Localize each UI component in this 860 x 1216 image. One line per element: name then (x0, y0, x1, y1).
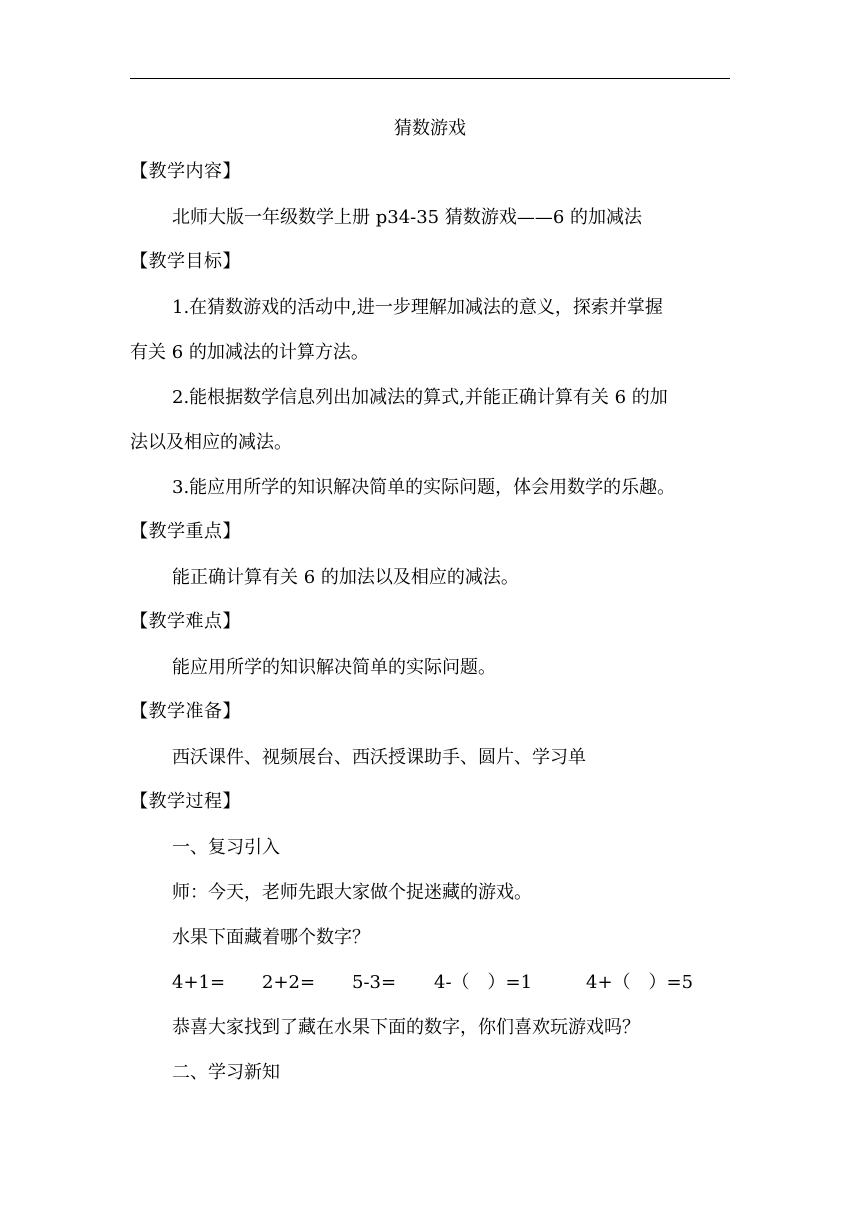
section-heading-content: 【教学内容】 (130, 161, 241, 182)
expression-5: 4+（ ）=5 (586, 972, 694, 993)
expression-1: 4+1= (172, 972, 226, 993)
goal-3: 3.能应用所学的知识解决简单的实际问题，体会用数学的乐趣。 (172, 477, 676, 498)
section-heading-key-points: 【教学重点】 (130, 521, 241, 542)
expression-2: 2+2= (262, 972, 316, 993)
congrats-line: 恭喜大家找到了藏在水果下面的数字，你们喜欢玩游戏吗？ (172, 1017, 640, 1038)
section-heading-process: 【教学过程】 (130, 791, 241, 812)
step-1-heading: 一、复习引入 (172, 837, 280, 858)
section-heading-preparation: 【教学准备】 (130, 701, 241, 722)
expression-4: 4-（ ）=1 (434, 972, 533, 993)
goal-1-line-1: 1.在猜数游戏的活动中,进一步理解加减法的意义，探索并掌握 (172, 297, 663, 318)
goal-2-line-2: 法以及相应的减法。 (130, 432, 292, 453)
preparation-text: 西沃课件、视频展台、西沃授课助手、圆片、学习单 (172, 747, 586, 768)
goal-1-line-2: 有关 6 的加减法的计算方法。 (130, 342, 369, 363)
teacher-line: 师：今天，老师先跟大家做个捉迷藏的游戏。 (172, 882, 532, 903)
question-line: 水果下面藏着哪个数字？ (172, 927, 370, 948)
key-points-text: 能正确计算有关 6 的加法以及相应的减法。 (172, 567, 519, 588)
step-2-heading: 二、学习新知 (172, 1062, 280, 1083)
content-text: 北师大版一年级数学上册 p34-35 猜数游戏——6 的加减法 (172, 207, 643, 228)
difficulties-text: 能应用所学的知识解决简单的实际问题。 (172, 657, 496, 678)
header-rule (130, 78, 730, 79)
section-heading-goals: 【教学目标】 (130, 251, 241, 272)
goal-2-line-1: 2.能根据数学信息列出加减法的算式,并能正确计算有关 6 的加 (172, 387, 668, 408)
section-heading-difficulties: 【教学难点】 (130, 611, 241, 632)
expression-3: 5-3= (352, 972, 397, 993)
page-title: 猜数游戏 (394, 118, 466, 139)
